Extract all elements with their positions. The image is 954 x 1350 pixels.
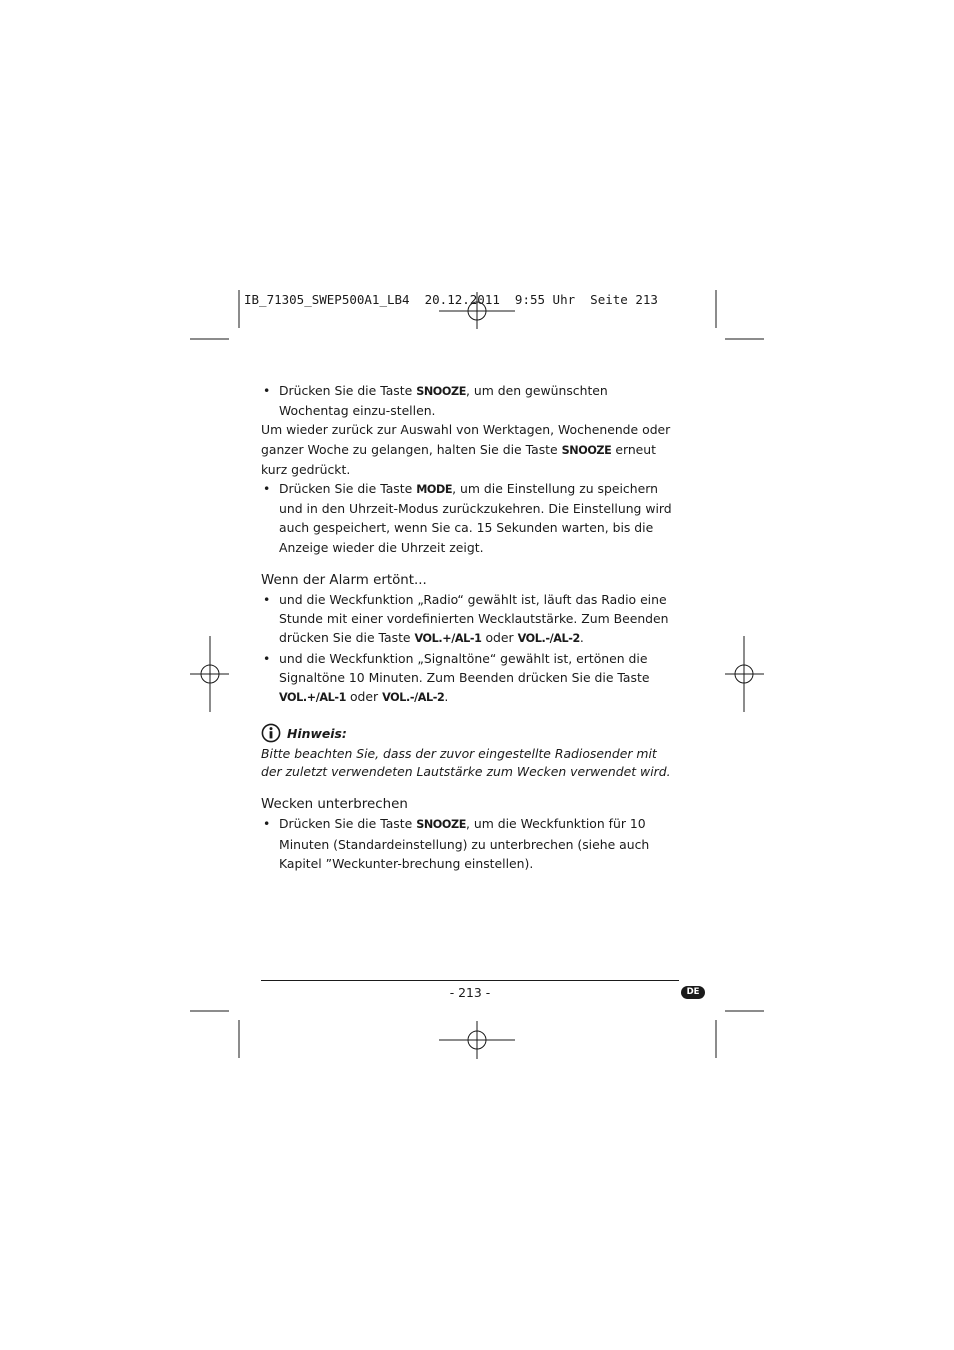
page-content [261, 381, 681, 873]
key-label: SNOOZE [561, 443, 612, 457]
paragraph: Um wieder zurück zur Auswahl von Werktagen, Wochenende oder ganzer Woche zu gelangen, halten Sie die Taste SNOOZE erneut kurz gedrückt. [261, 422, 671, 477]
page-number: - 213 - [449, 985, 491, 1000]
bullet-dot: • [263, 383, 271, 398]
note-text: Bitte beachten Sie, dass der zuvor eingestellte Radiosender mit der zuletzt verwendeten Lautstärke zum Wecken verwendet wird. [261, 746, 671, 780]
bullet-dot: • [263, 592, 271, 608]
bullet-dot: • [263, 816, 271, 832]
key-label: VOL.-/AL-2 [382, 691, 445, 705]
bullet-dot: • [263, 650, 271, 666]
section-heading: Wecken unterbrechen [261, 797, 408, 813]
footer-divider [261, 980, 679, 981]
key-label: SNOOZE [416, 385, 466, 398]
list-item: • und die Weckfunktion „Radio“ gewählt ist, läuft das Radio eine Stunde mit einer vordefinierten Wecklautstärke. Zum Beenden drücken Sie die Taste VOL.+/AL-1 oder VOL.-/AL-2. [263, 592, 669, 646]
list-item: • Drücken Sie die Taste MODE, um die Einstellung zu speichern und in den Uhrzeit-Modus zurückzukehren. Die Einstellung wird auch gespeichert, wenn Sie ca. 15 Sekunden warten, bis die Anzeige wieder die Uhrzeit zeigt. [263, 481, 672, 555]
key-label: VOL.+/AL-1 [279, 691, 347, 705]
list-item: • Drücken Sie die Taste SNOOZE, um den gewünschten Wochentag einzu-stellen. [263, 383, 608, 419]
key-label: VOL.-/AL-2 [517, 632, 580, 646]
language-badge: DE [681, 986, 705, 999]
note-header [261, 723, 681, 743]
key-label: SNOOZE [416, 818, 466, 832]
info-icon [261, 723, 281, 743]
list-item: • Drücken Sie die Taste SNOOZE, um die Weckfunktion für 10 Minuten (Standardeinstellung) zu unterbrechen (siehe auch Kapitel ”Weckunter-brechung einstellen). [263, 816, 650, 871]
section-heading: Wenn der Alarm ertönt... [261, 572, 427, 588]
key-label: MODE [416, 483, 453, 497]
list-item: • und die Weckfunktion „Signaltöne“ gewählt ist, ertönen die Signaltöne 10 Minuten. Zum Beenden drücken Sie die Taste VOL.+/AL-1 oder VOL.-/AL-2. [263, 650, 650, 705]
note-title: Hinweis: [287, 725, 347, 741]
print-slug-line: IB_71305_SWEP500A1_LB4 20.12.2011 9:55 Uhr Seite 213 [244, 292, 658, 307]
bullet-dot: • [263, 481, 271, 497]
key-label: VOL.+/AL-1 [414, 632, 482, 646]
